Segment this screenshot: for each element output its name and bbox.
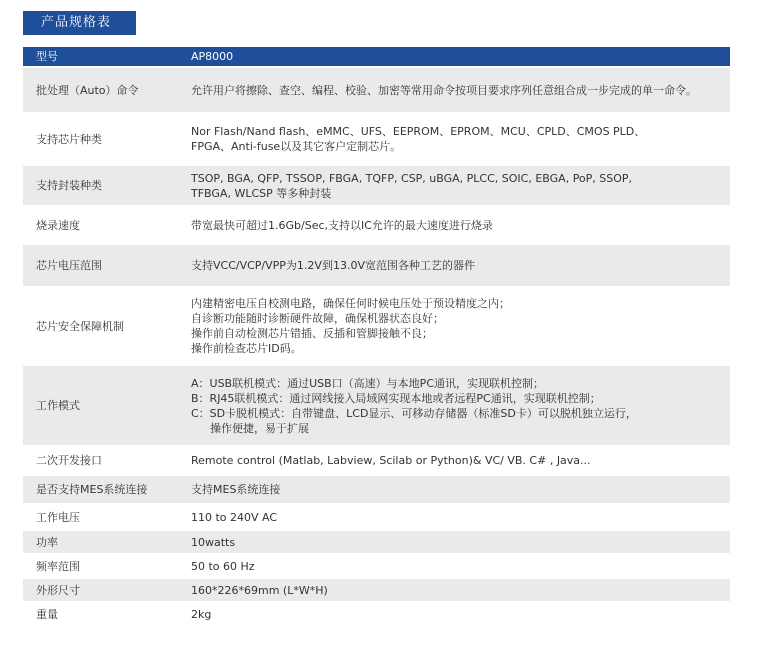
row-value-line: Nor Flash/Nand flash、eMMC、UFS、EEPROM、EPROM、MCU、CPLD、CMOS PLD、 <box>191 125 646 138</box>
table-row <box>23 67 730 113</box>
table-row <box>23 554 730 578</box>
row-value-line: 160*226*69mm (L*W*H) <box>191 583 328 597</box>
row-label: 二次开发接口 <box>23 446 178 475</box>
row-value-line: 支持VCC/VCP/VPP为1.2V到13.0V宽范围各种工艺的器件 <box>191 259 475 272</box>
row-value-line: 操作便捷，易于扩展 <box>210 421 309 435</box>
row-value <box>178 602 730 626</box>
table-row <box>23 602 730 626</box>
spec-table <box>23 47 730 627</box>
row-value-line: TSOP, BGA, QFP, TSSOP, FBGA, TQFP, CSP, uBGA, PLCC, SOIC, EBGA, PoP, SSOP, <box>191 171 633 185</box>
row-value <box>178 475 730 504</box>
row-label: 烧录速度 <box>23 206 178 244</box>
row-value-line: 自诊断功能随时诊断硬件故障，确保机器状态良好； <box>191 312 444 325</box>
row-value-line: 50 to 60 Hz <box>191 559 255 573</box>
table-row <box>23 165 730 206</box>
row-value <box>178 530 730 554</box>
row-label: 工作模式 <box>23 365 178 446</box>
row-label: 工作电压 <box>23 504 178 530</box>
row-label: 批处理（Auto）命令 <box>23 67 178 113</box>
row-value <box>178 113 730 165</box>
row-value <box>178 287 730 365</box>
row-label: 重量 <box>23 602 178 626</box>
row-value <box>178 244 730 287</box>
table-row <box>23 446 730 475</box>
row-value-line: 操作前检查芯片ID码。 <box>191 342 302 355</box>
row-value <box>178 554 730 578</box>
header-value: AP8000 <box>178 47 730 67</box>
row-value <box>178 578 730 602</box>
table-header-row <box>23 47 730 67</box>
row-value-line: 允许用户将擦除、查空、编程、校验、加密等常用命令按项目要求序列任意组合成一步完成的单一命令。 <box>191 83 697 97</box>
row-label: 外形尺寸 <box>23 578 178 602</box>
row-value <box>178 206 730 244</box>
row-value-line: B：RJ45联机模式：通过网线接入局域网实现本地或者远程PC通讯，实现联机控制； <box>191 391 601 405</box>
row-label: 芯片安全保障机制 <box>23 287 178 365</box>
table-row <box>23 578 730 602</box>
header-label: 型号 <box>23 47 178 67</box>
row-value <box>178 365 730 446</box>
row-label: 频率范围 <box>23 554 178 578</box>
row-label: 支持芯片种类 <box>23 113 178 165</box>
row-value-line: A：USB联机模式：通过USB口（高速）与本地PC通讯，实现联机控制； <box>191 376 544 390</box>
row-value-line: TFBGA, WLCSP 等多种封装 <box>191 186 332 200</box>
row-value-line: FPGA、Anti-fuse以及其它客户定制芯片。 <box>191 140 402 153</box>
row-label: 功率 <box>23 530 178 554</box>
row-value-line: 操作前自动检测芯片错插、反插和管脚接触不良； <box>191 327 433 340</box>
row-value <box>178 165 730 206</box>
table-row <box>23 475 730 504</box>
row-value-line: 内建精密电压自校测电路，确保任何时候电压处于预设精度之内； <box>191 297 510 310</box>
table-row <box>23 530 730 554</box>
table-row <box>23 365 730 446</box>
table-row <box>23 206 730 244</box>
row-value <box>178 446 730 475</box>
row-value-line: Remote control (Matlab, Labview, Scilab or Python)& VC/ VB. C# , Java... <box>191 454 591 467</box>
section-title: 产品规格表 <box>23 11 136 35</box>
row-label: 芯片电压范围 <box>23 244 178 287</box>
row-value-line: C：SD卡脱机模式：自带键盘、LCD显示、可移动存储器（标准SD卡）可以脱机独立运行， <box>191 406 637 420</box>
row-value-line: 110 to 240V AC <box>191 510 278 524</box>
row-value-line: 2kg <box>191 607 212 621</box>
row-value <box>178 504 730 530</box>
table-row <box>23 504 730 530</box>
row-value <box>178 67 730 113</box>
table-row <box>23 287 730 365</box>
row-label: 是否支持MES系统连接 <box>23 475 178 504</box>
row-value-line: 10watts <box>191 535 236 549</box>
row-label: 支持封装种类 <box>23 165 178 206</box>
table-row <box>23 244 730 287</box>
row-value-line: 带宽最快可超过1.6Gb/Sec,支持以IC允许的最大速度进行烧录 <box>191 218 493 232</box>
table-row <box>23 113 730 165</box>
row-value-line: 支持MES系统连接 <box>191 483 281 496</box>
